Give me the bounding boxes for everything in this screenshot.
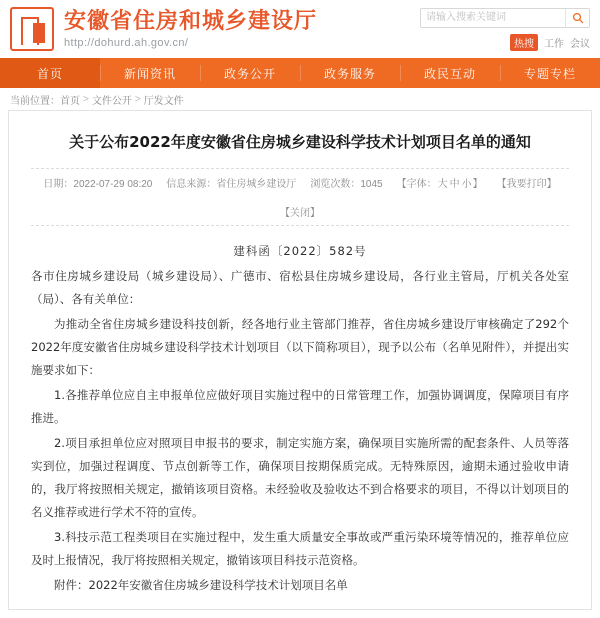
close-button[interactable]: 【关闭】 xyxy=(280,207,320,219)
site-url: http://dohurd.ah.gov.cn/ xyxy=(64,37,189,50)
paragraph-item-2: 2.项目承担单位应对照项目申报书的要求，制定实施方案，确保项目实施所需的配套条件、人员等落实到位，加强过程调度、节点创新等工作，确保项目按期保质完成。无特殊原因，逾期未通过验收申请的，我厅将按照相关规定，撤销该项目资格。未经验收及验收达不到合格要求的项目，不得以计划项目的名义推荐或进行学术不符的宣传。 xyxy=(31,435,569,519)
font-size-label-end: 】 xyxy=(472,178,483,190)
nav-item-special-topics[interactable]: 专题专栏 xyxy=(500,58,600,88)
meta-source: 信息来源：省住房城乡建设厅 xyxy=(166,178,297,190)
meta-date: 日期：2022-07-29 08:20 xyxy=(43,178,153,190)
article-meta xyxy=(31,168,569,226)
breadcrumb-item-department-documents[interactable]: 厅发文件 xyxy=(143,95,184,107)
font-size-large[interactable]: 大 xyxy=(437,178,448,190)
meta-views: 浏览次数：1045 xyxy=(310,178,383,190)
hot-keyword-0[interactable]: 工作 xyxy=(544,38,564,50)
font-size-label: 【字体： xyxy=(396,178,437,190)
main-navigation xyxy=(0,58,600,88)
content-area xyxy=(0,110,600,618)
paragraph-item-3: 3.科技示范工程类项目在实施过程中，发生重大质量安全事故或严重污染环境等情况的，推荐单位应及时上报情况，我厅将按照相关规定，撤销该项目科技示范资格。 xyxy=(31,529,569,567)
font-size-medium[interactable]: 中 xyxy=(449,178,460,190)
paragraph-intro: 为推动全省住房城乡建设科技创新，经各地行业主管部门推荐，省住房城乡建设厅审核确定了292个2022年度安徽省住房城乡建设科学技术计划项目（以下简称项目），现予以公布（名单见附件），并提出实施要求如下： xyxy=(31,316,569,377)
attachment-link[interactable]: 附件：2022年安徽省住房城乡建设科学技术计划项目名单 xyxy=(54,577,348,592)
nav-item-home[interactable]: 首页 xyxy=(0,58,100,88)
font-size-small[interactable]: 小 xyxy=(461,178,472,190)
search-input[interactable] xyxy=(421,9,565,27)
page-title: 关于公布2022年度安徽省住房城乡建设科学技术计划项目名单的通知 xyxy=(69,133,531,151)
site-title: 安徽省住房和城乡建设厅 xyxy=(64,8,318,34)
breadcrumb-separator-1: > xyxy=(83,93,89,105)
hot-keywords xyxy=(510,34,590,51)
breadcrumb-item-home[interactable]: 首页 xyxy=(60,95,80,107)
article-card xyxy=(8,110,592,610)
paragraph-item-1: 1.各推荐单位应自主申报单位应做好项目实施过程中的日常管理工作，加强协调调度，保障项目有序推进。 xyxy=(31,387,569,425)
document-number: 建科函〔2022〕582号 xyxy=(233,243,367,258)
site-identity xyxy=(64,9,317,49)
paragraph-recipients: 各市住房城乡建设局（城乡建设局）、广德市、宿松县住房城乡建设局，各行业主管局，厅机关各处室（局）、各有关单位： xyxy=(31,268,569,306)
search-icon[interactable] xyxy=(565,9,589,27)
breadcrumb xyxy=(0,88,600,110)
nav-item-public-interaction[interactable]: 政民互动 xyxy=(400,58,500,88)
nav-item-government-disclosure[interactable]: 政务公开 xyxy=(200,58,300,88)
nav-item-news[interactable]: 新闻资讯 xyxy=(100,58,200,88)
article-body xyxy=(31,226,569,597)
breadcrumb-prefix: 当前位置： xyxy=(10,95,60,107)
breadcrumb-separator-2: > xyxy=(134,93,141,105)
header-utilities xyxy=(420,8,590,51)
nav-item-government-services[interactable]: 政务服务 xyxy=(300,58,400,88)
hot-label: 热搜 xyxy=(510,34,538,51)
print-button[interactable]: 【我要打印】 xyxy=(496,178,557,190)
breadcrumb-item-documents[interactable]: 文件公开 xyxy=(91,95,132,107)
meta-font-size-controls xyxy=(397,175,483,190)
search-box[interactable] xyxy=(420,8,590,28)
hot-keyword-1[interactable]: 会议 xyxy=(570,38,590,50)
building-logo-icon xyxy=(10,7,54,51)
site-header xyxy=(0,0,600,58)
